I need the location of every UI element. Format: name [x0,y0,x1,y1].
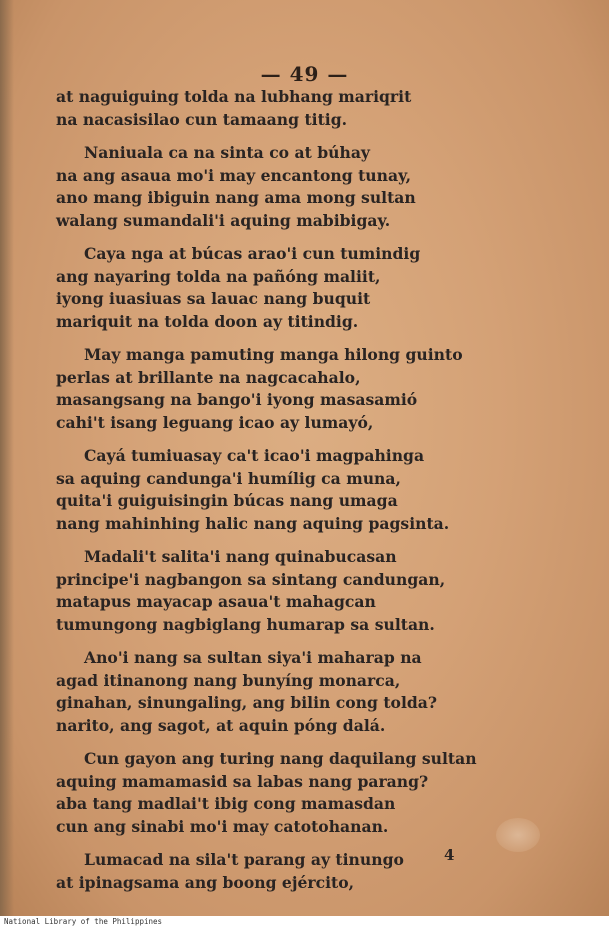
verse-line: tumungong nagbiglang humarap sa sultan. [56,614,435,634]
page-edge-shadow [0,0,14,916]
verse-line: principe'i nagbangon sa sintang candungan, [56,569,446,589]
verse-line: at naguiguing tolda na lubhang mariqrit [56,87,412,106]
verse-line: Ano'i nang sa sultan siya'i maharap na [84,648,422,667]
verse-line: Naniuala ca na sinta co at búhay [84,143,370,162]
library-credit: National Library of the Philippines [4,917,163,926]
stanza-1 [56,86,496,131]
verse-line: na ang asaua mo'i may encantong tunay, [56,165,412,185]
verse-line: mariquit na tolda doon ay titindig. [56,311,359,331]
verse-line: quita'i guiguisingin búcas nang umaga [56,491,398,510]
verse-line: May manga pamuting manga hilong guinto [84,345,463,364]
verse-line: Lumacad na sila't parang ay tinungo [84,850,404,869]
stanza-4 [56,344,496,434]
stanza-2 [56,142,496,232]
stanza-8 [56,748,496,838]
verse-line: cahi't isang leguang icao ay lumayó, [56,412,374,432]
verse-line: perlas at brillante na nagcacahalo, [56,367,361,387]
verse-line: aquing mamamasid sa labas nang parang? [56,771,429,791]
catchword: 4 [444,846,455,864]
verse-line: aba tang madlai't ibig cong mamasdan [56,794,396,813]
stanza-5 [56,445,496,535]
verse-line: agad itinanong nang bunyíng monarca, [56,670,401,690]
verse-line: walang sumandali'i aquing mabibigay. [56,210,391,230]
verse-line: ano mang ibiguin nang ama mong sultan [56,188,416,207]
verse-line: iyong iuasiuas sa lauac nang buquit [56,289,371,308]
stanza-7 [56,647,496,737]
verse-line: narito, ang sagot, at aquin póng dalá. [56,715,386,735]
stanza-6 [56,546,496,636]
stanza-3 [56,243,496,333]
verse-line: na nacasisilao cun tamaang titig. [56,109,348,129]
poem-text [56,86,496,905]
paper-stain [496,818,540,852]
stanza-9 [56,849,496,894]
verse-line: Cayá tumiuasay ca't icao'i magpahinga [84,446,425,465]
verse-line: ginahan, sinungaling, ang bilin cong tolda? [56,693,438,712]
verse-line: masangsang na bango'i iyong masasamió [56,390,418,409]
verse-line: at ipinagsama ang boong ejército, [56,872,355,892]
verse-line: Madali't salita'i nang quinabucasan [84,547,397,566]
verse-line: Caya nga at búcas arao'i cun tumindig [84,244,421,263]
verse-line: nang mahinhing halic nang aquing pagsinta. [56,513,450,533]
page-number: — 49 — [260,62,349,86]
verse-line: matapus mayacap asaua't mahagcan [56,592,376,611]
verse-line: Cun gayon ang turing nang daquilang sultan [84,749,477,768]
verse-line: cun ang sinabi mo'i may catotohanan. [56,816,389,836]
verse-line: sa aquing candunga'i humílig ca muna, [56,468,401,488]
verse-line: ang nayaring tolda na pañóng maliit, [56,266,381,286]
